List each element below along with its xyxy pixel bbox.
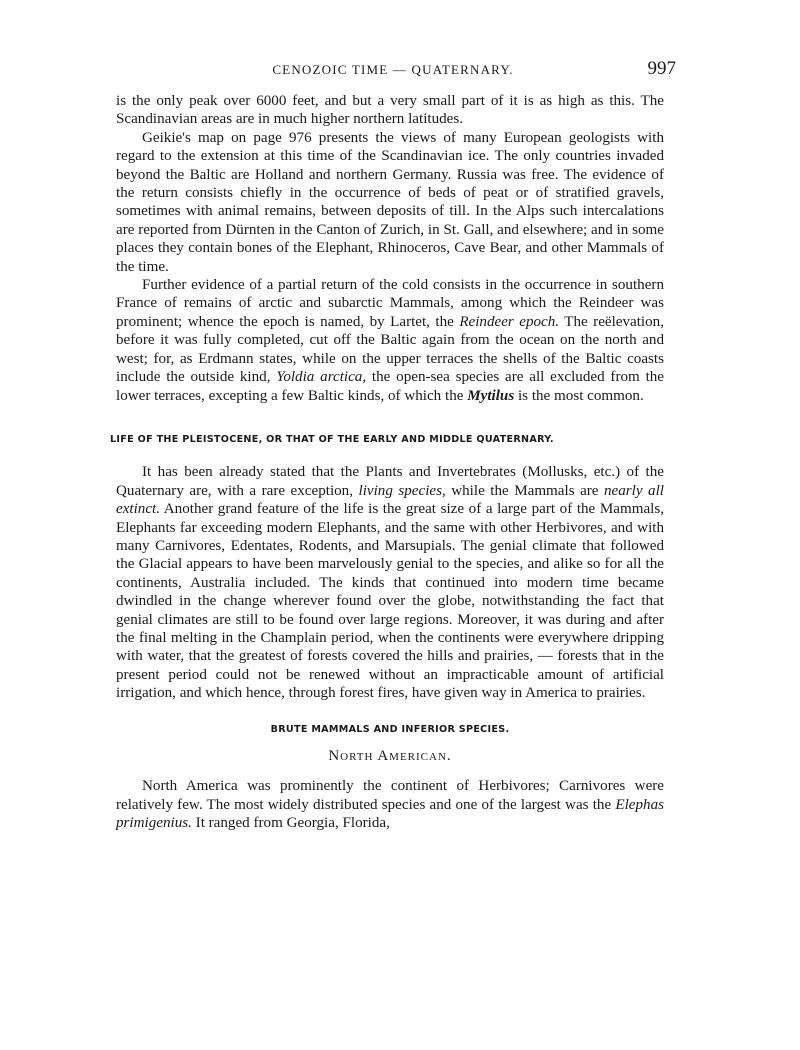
paragraph-text: the open-sea species are all excluded from the lower terraces, excepting a few Baltic kinds, of which the xyxy=(116,369,665,404)
paragraph-text: It has been already stated that the Plants and Invertebrates (Mollusks, etc.) of the Quaternary are, with a rare exception, xyxy=(116,464,664,499)
section-heading-brute-mammals: BRUTE MAMMALS AND INFERIOR SPECIES. xyxy=(270,723,510,735)
italic-term-nearly-all-extinct: nearly all extinct. xyxy=(116,482,664,518)
paragraph-life-features xyxy=(116,463,664,702)
section-heading-life-pleistocene: LIFE OF THE PLEISTOCENE, OR THAT OF THE EARLY AND MIDDLE QUATERNARY. xyxy=(110,433,554,445)
paragraph-geikie-map xyxy=(116,129,664,276)
subheading-north-american: North American. xyxy=(328,748,452,764)
paragraph-text: North America was prominently the continent of Herbivores; Carnivores were relatively few. The most widely distributed species and one of the largest was the xyxy=(116,778,664,813)
italic-term-mytilus: Mytilus xyxy=(467,387,515,404)
running-title: CENOZOIC TIME — QUATERNARY. xyxy=(272,62,514,77)
paragraph-text: Another grand feature of the life is the great size of a large part of the Mammals, Elephants far exceeding modern Elephants, and the same with other Herbivores, and with many Carnivores, Edentates, Rodents, and Marsupials. The genial climate that followed the Glacial appears to have been marvelously genial to the species, and alike so for all the continents, Australia included. The kinds that continued into modern time became dwindled in the change wherever found over the globe, notwithstanding the fact that genial climates are still to be found over large regions. Moreover, it was during and after the final melting in the Champlain period, when the continents were everywhere dripping with water, that the greatest of forests covered the hills and prairies, — forests that in the present period could not be renewed without an impracticable amount of artificial irrigation, and which hence, through forest fires, have given way in America to prairies. xyxy=(116,501,664,702)
paragraph-north-america xyxy=(116,777,664,832)
paragraph-text: is the most common. xyxy=(514,387,644,404)
italic-term-elephas-primigenius: Elephas primigenius. xyxy=(116,796,664,832)
italic-term-reindeer-epoch: Reindeer epoch. xyxy=(459,313,560,330)
italic-term-yoldia-arctica: Yoldia arctica, xyxy=(276,369,367,386)
paragraph-text: is the only peak over 6000 feet, and but a very small part of it is as high as this. The Scandinavian areas are in much higher northern latitudes. xyxy=(116,93,664,128)
paragraph-text: while the Mammals are xyxy=(445,482,604,499)
paragraph-text: Geikie's map on page 976 presents the views of many European geologists with regard to the extension at this time of the Scandinavian ice. The only countries invaded beyond the Baltic are Holland and northern Germany. Russia was free. The evidence of the return consists chiefly in the occurrence of beds of peat or of stratified gravels, sometimes with animal remains, between deposits of till. In the Alps such intercalations are reported from Dürnten in the Canton of Zurich, in St. Gall, and elsewhere; and in some places they contain bones of the Elephant, Rhinoceros, Cave Bear, and other Mammals of the time. xyxy=(116,129,664,275)
paragraph-text: The reëlevation, before it was fully completed, cut off the Baltic again from the ocean on the north and west; for, as Erdmann states, while on the upper terraces the shells of the Baltic coasts include the outside kind, xyxy=(116,313,664,386)
body-text xyxy=(110,92,665,833)
italic-term-living-species: living species, xyxy=(358,482,446,499)
page-number: 997 xyxy=(647,58,676,79)
paragraph-text: Further evidence of a partial return of the cold consists in the occurrence in southern France of remains of arctic and subarctic Mammals, among which the Reindeer was prominent; whence the epoch is named, by Lartet, the xyxy=(116,277,664,330)
paragraph-continuation xyxy=(116,92,664,129)
paragraph-reindeer-epoch xyxy=(116,276,664,405)
paragraph-text: It ranged from Georgia, Florida, xyxy=(191,815,390,832)
running-head xyxy=(118,58,676,82)
